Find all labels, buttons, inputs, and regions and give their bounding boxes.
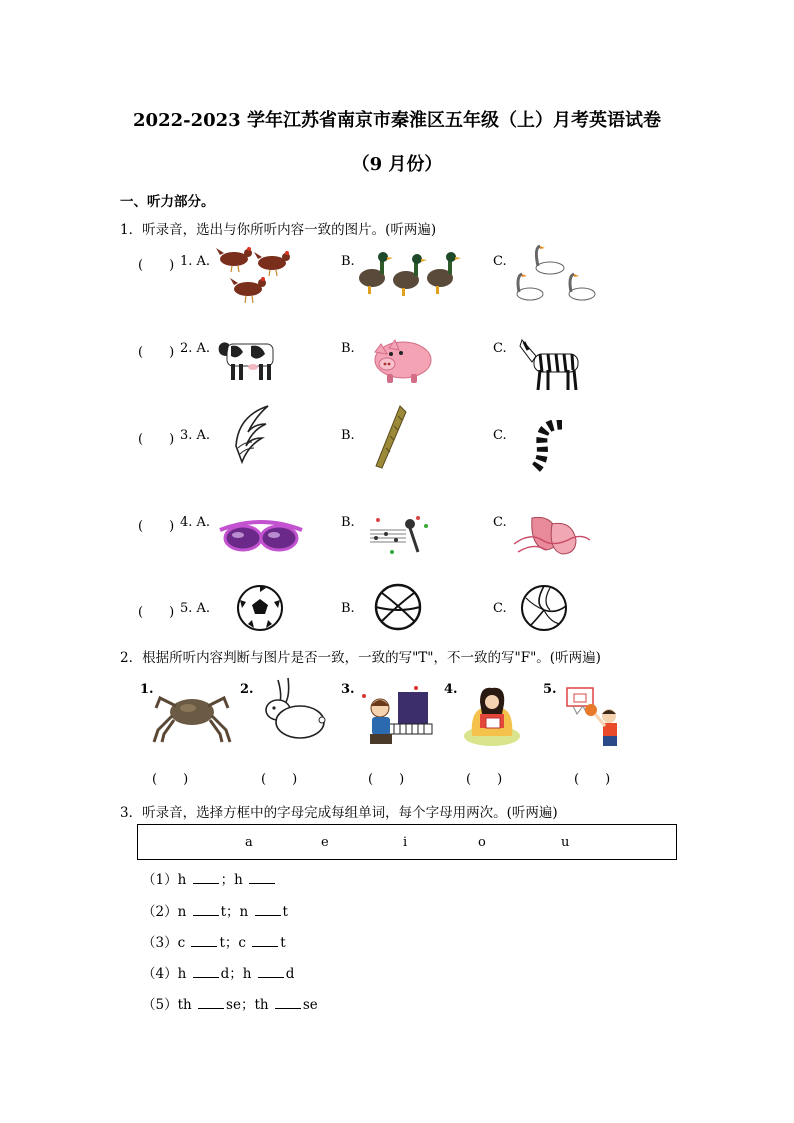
letter-i: i <box>403 835 408 850</box>
goggles-icon <box>216 514 306 560</box>
answer-paren: ( ) <box>138 432 175 447</box>
answer-paren: ( ) <box>138 258 175 273</box>
crab-icon <box>150 686 234 744</box>
microphone-music-icon <box>366 512 436 558</box>
option-label: B. <box>341 601 355 616</box>
option-label: 1. A. <box>180 254 211 269</box>
duck-icon <box>356 248 462 300</box>
option-label: B. <box>341 428 355 443</box>
rabbit-icon <box>256 676 328 742</box>
q2-answer-paren: ( ) <box>574 772 611 787</box>
option-label: C. <box>493 341 507 356</box>
answer-blank[interactable] <box>258 966 284 978</box>
option-label: B. <box>341 254 355 269</box>
q2-answer-paren: ( ) <box>368 772 405 787</box>
letter-o: o <box>478 835 486 850</box>
q2-number: 4. <box>444 682 458 697</box>
hen-icon <box>216 245 298 307</box>
answer-blank[interactable] <box>255 904 281 916</box>
boy-piano-icon <box>358 684 434 750</box>
q3-line: （4）h d；h d <box>142 966 295 982</box>
q3-line: （3）c t；c t <box>142 935 286 951</box>
football-icon <box>236 584 284 632</box>
answer-blank[interactable] <box>249 872 275 884</box>
answer-blank[interactable] <box>193 904 219 916</box>
q3-line: （1）h ；h <box>142 868 277 888</box>
answer-paren: ( ) <box>138 605 175 620</box>
option-label: C. <box>493 428 507 443</box>
letter-u: u <box>561 835 570 850</box>
girl-reading-icon <box>462 684 524 746</box>
wing-icon <box>228 402 274 466</box>
option-label: B. <box>341 515 355 530</box>
option-label: B. <box>341 341 355 356</box>
zebra-icon <box>518 336 592 394</box>
volleyball-icon <box>520 584 568 632</box>
option-label: 5. A. <box>180 601 211 616</box>
answer-blank[interactable] <box>193 966 219 978</box>
pig-icon <box>369 336 435 386</box>
answer-paren: ( ) <box>138 345 175 360</box>
exam-subtitle: （9 月份） <box>351 154 443 175</box>
answer-paren: ( ) <box>138 519 175 534</box>
section-heading: 一、听力部分。 <box>120 194 215 210</box>
letter-box <box>137 824 677 860</box>
option-label: C. <box>493 601 507 616</box>
q2-number: 3. <box>341 682 355 697</box>
q2-instruction: 2．根据所听内容判断与图片是否一致，一致的写"T"，不一致的写"F"。(听两遍) <box>120 650 601 666</box>
goose-icon <box>512 242 600 304</box>
answer-blank[interactable] <box>275 997 301 1009</box>
option-label: C. <box>493 254 507 269</box>
q2-answer-paren: ( ) <box>261 772 298 787</box>
q3-instruction: 3．听录音，选择方框中的字母完成每组单词，每个字母用两次。(听两遍) <box>120 805 558 821</box>
horn-icon <box>370 404 410 472</box>
boy-basketball-icon <box>563 686 625 748</box>
q2-number: 2. <box>240 682 254 697</box>
q2-answer-paren: ( ) <box>466 772 503 787</box>
answer-blank[interactable] <box>252 935 278 947</box>
striped-tail-icon <box>526 420 570 472</box>
option-label: 2. A. <box>180 341 211 356</box>
option-label: 3. A. <box>180 428 211 443</box>
q1-instruction: 1．听录音，选出与你所听内容一致的图片。(听两遍) <box>120 222 437 238</box>
answer-blank[interactable] <box>198 997 224 1009</box>
answer-blank[interactable] <box>191 935 217 947</box>
q3-line: （2）n t；n t <box>142 904 288 920</box>
letter-e: e <box>321 835 329 850</box>
option-label: 4. A. <box>180 515 211 530</box>
q2-number: 1. <box>140 682 154 697</box>
q2-number: 5. <box>543 682 557 697</box>
q2-answer-paren: ( ) <box>152 772 189 787</box>
option-label: C. <box>493 515 507 530</box>
answer-blank[interactable] <box>193 872 219 884</box>
exam-title: 2022-2023 学年江苏省南京市秦淮区五年级（上）月考英语试卷 <box>133 110 661 131</box>
basketball-icon <box>374 583 422 631</box>
ballet-shoes-icon <box>512 510 592 560</box>
letter-a: a <box>245 835 253 850</box>
cow-icon <box>215 334 285 384</box>
q3-line: （5）th se；th se <box>142 997 318 1013</box>
